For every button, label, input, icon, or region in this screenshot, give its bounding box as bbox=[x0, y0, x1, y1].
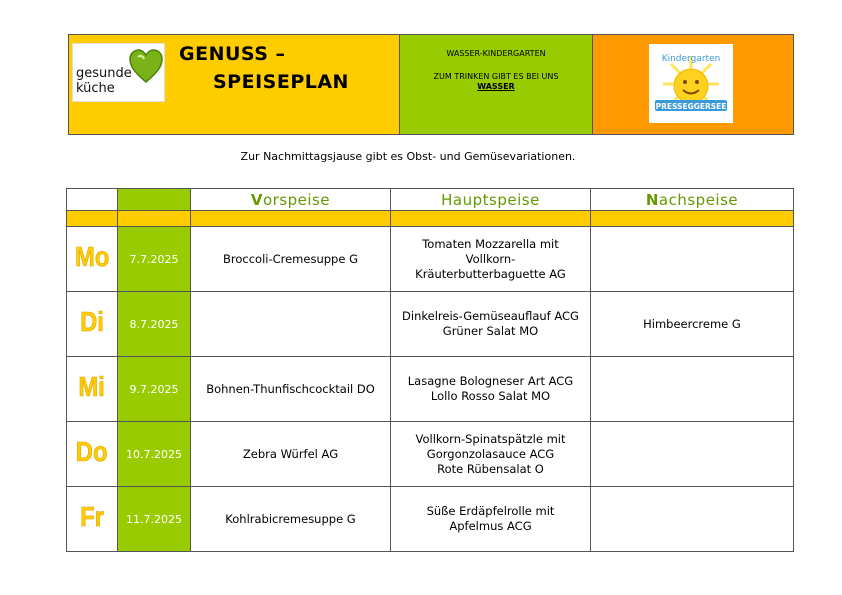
water-emphasis-text: WASSER bbox=[477, 82, 515, 91]
day-cell bbox=[67, 292, 118, 357]
table-row bbox=[67, 227, 794, 292]
gesunde-kueche-logo bbox=[72, 43, 165, 102]
afternoon-snack-note: Zur Nachmittagsjause gibt es Obst- und Gemüsevariationen. bbox=[240, 150, 576, 163]
vorspeise-line: Zebra Würfel AG bbox=[242, 446, 339, 461]
nachspeise-cell bbox=[591, 357, 794, 422]
day-cell bbox=[67, 422, 118, 487]
nachspeise-cell bbox=[591, 487, 794, 552]
hauptspeise-line: Tomaten Mozzarella mit bbox=[422, 236, 559, 251]
table-row bbox=[67, 357, 794, 422]
header-title-panel bbox=[69, 35, 400, 134]
menu-body bbox=[67, 227, 794, 552]
table-row bbox=[67, 422, 794, 487]
logo-name-text: PRESSEGGERSEE bbox=[655, 102, 727, 111]
hauptspeise-line: Lollo Rosso Salat MO bbox=[430, 389, 551, 403]
weekday-label: Mi bbox=[78, 370, 106, 402]
date-cell: 8.7.2025 bbox=[118, 292, 191, 357]
water-info-panel bbox=[400, 35, 593, 134]
hauptspeise-cell bbox=[391, 487, 591, 552]
table-header-row bbox=[67, 189, 794, 211]
logo-word-gesunde: gesunde bbox=[76, 66, 132, 81]
hauptspeise-cell bbox=[391, 292, 591, 357]
header-date-cell bbox=[118, 189, 191, 211]
hauptspeise-line: Lasagne Bologneser Art ACG bbox=[407, 374, 574, 388]
vorspeise-line: Kohlrabicremesuppe G bbox=[225, 511, 356, 526]
water-kindergarten-text: WASSER-KINDERGARTEN bbox=[446, 49, 546, 58]
hauptspeise-cell bbox=[391, 227, 591, 292]
day-cell bbox=[67, 227, 118, 292]
date-cell: 10.7.2025 bbox=[118, 422, 191, 487]
nachspeise-line: Himbeercreme G bbox=[643, 316, 741, 331]
hauptspeise-line: Rote Rübensalat O bbox=[437, 461, 544, 476]
hauptspeise-line: Vollkorn- bbox=[465, 251, 516, 266]
menu-table bbox=[66, 188, 794, 552]
day-cell bbox=[67, 357, 118, 422]
table-row bbox=[67, 487, 794, 552]
band-cell bbox=[391, 211, 591, 227]
hauptspeise-cell bbox=[391, 357, 591, 422]
date-cell: 7.7.2025 bbox=[118, 227, 191, 292]
weekday-label: Mo bbox=[74, 240, 110, 272]
header-hauptspeise: Hauptspeise bbox=[391, 189, 591, 211]
hauptspeise-cell bbox=[391, 422, 591, 487]
hauptspeise-line: Vollkorn-Spinatspätzle mit bbox=[415, 431, 566, 446]
day-cell bbox=[67, 487, 118, 552]
kindergarten-logo-panel bbox=[593, 35, 793, 134]
hauptspeise-line: Süße Erdäpfelrolle mit bbox=[426, 504, 555, 518]
date-cell: 9.7.2025 bbox=[118, 357, 191, 422]
nachspeise-cell bbox=[591, 422, 794, 487]
logo-word-kueche: küche bbox=[76, 81, 115, 96]
header-day-cell bbox=[67, 189, 118, 211]
table-band-row bbox=[67, 211, 794, 227]
hauptspeise-line: Apfelmus ACG bbox=[449, 519, 532, 533]
band-cell bbox=[67, 211, 118, 227]
vorspeise-cell bbox=[191, 422, 391, 487]
vorspeise-line: Bohnen-Thunfischcocktail DO bbox=[206, 381, 375, 396]
header-vorspeise: Vorspeise bbox=[191, 189, 391, 211]
band-cell bbox=[591, 211, 794, 227]
table-row bbox=[67, 292, 794, 357]
header-band bbox=[68, 34, 794, 135]
weekday-label: Fr bbox=[80, 500, 104, 532]
hauptspeise-line: Dinkelreis-Gemüseauflauf ACG bbox=[402, 309, 579, 323]
logo-arc-text: Kindergarten bbox=[661, 54, 721, 64]
header-nachspeise: Nachspeise bbox=[591, 189, 794, 211]
page-title-line2: SPEISEPLAN bbox=[213, 71, 349, 93]
hauptspeise-line: Gorgonzolasauce ACG bbox=[426, 446, 555, 461]
vorspeise-cell bbox=[191, 227, 391, 292]
date-cell: 11.7.2025 bbox=[118, 487, 191, 552]
hauptspeise-line: Grüner Salat MO bbox=[442, 324, 539, 338]
weekday-label: Di bbox=[80, 305, 104, 337]
vorspeise-cell bbox=[191, 292, 391, 357]
green-heart-icon bbox=[128, 48, 164, 86]
band-cell bbox=[191, 211, 391, 227]
page-title-line1: GENUSS – bbox=[179, 43, 286, 65]
vorspeise-cell bbox=[191, 357, 391, 422]
vorspeise-cell bbox=[191, 487, 391, 552]
kindergarten-sun-logo bbox=[649, 44, 733, 123]
water-drink-text: ZUM TRINKEN GIBT ES BEI UNS bbox=[433, 72, 559, 81]
hauptspeise-line: Kräuterbutterbaguette AG bbox=[415, 266, 566, 281]
nachspeise-cell bbox=[591, 292, 794, 357]
vorspeise-line: Broccoli-Cremesuppe G bbox=[222, 251, 358, 266]
weekday-label: Do bbox=[76, 435, 108, 467]
nachspeise-cell bbox=[591, 227, 794, 292]
band-date-cell bbox=[118, 211, 191, 227]
